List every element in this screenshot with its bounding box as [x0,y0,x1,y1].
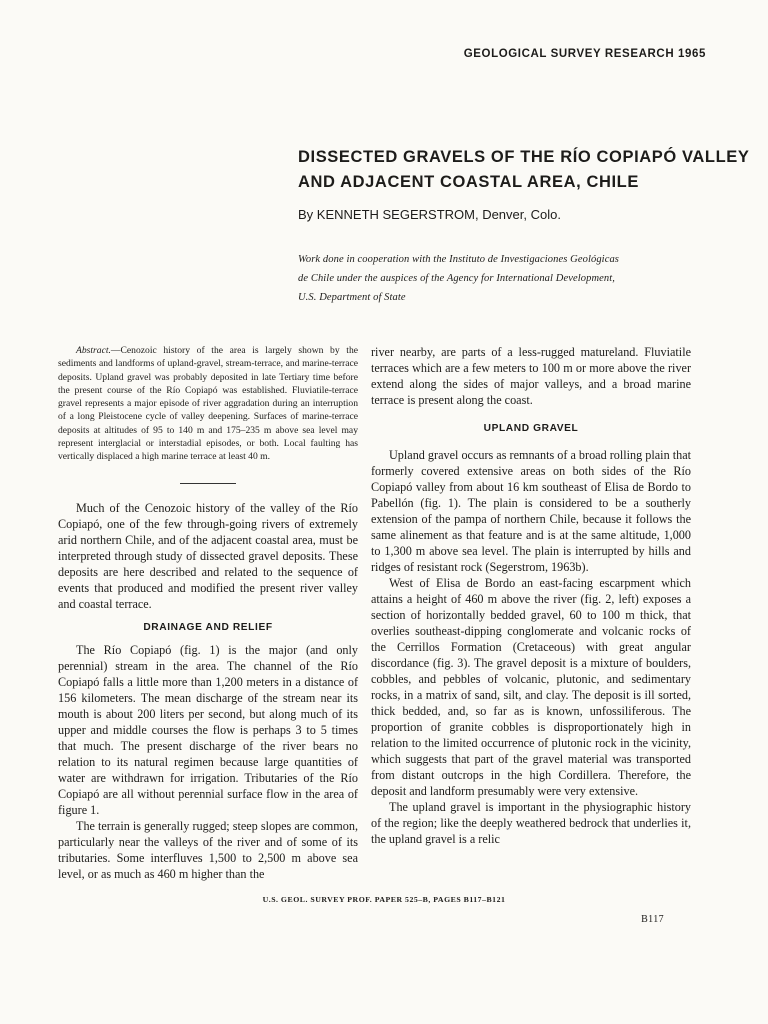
right-column [371,344,691,847]
heading-upland-gravel: UPLAND GRAVEL [483,423,579,434]
title-line-2: AND ADJACENT COASTAL AREA, CHILE [298,173,639,191]
page-number: B117 [641,914,664,925]
title-line-1: DISSECTED GRAVELS OF THE RÍO COPIAPÓ VALLEY [298,148,750,166]
drainage-paragraph-1: The Río Copiapó (fig. 1) is the major (and only perennial) stream in the area. The channel of the Río Copiapó falls a little more than 1,200 meters in a distance of 156 kilometers. The mean discharge of the stream near its mouth is about 200 liters per second, but along much of its upper and middle courses the flow is perhaps 3 to 5 times that much. The present discharge of the river bears no relation to its natural regimen because large quantities of water are withdrawn for irrigation. Tributaries of the Río Copiapó are all without perennial surface flow in the area of figure 1. [58,642,358,817]
intro-paragraph: Much of the Cenozoic history of the valley of the Río Copiapó, one of the few through-going rivers of extremely arid northern Chile, and of the adjacent coastal area, must be interpreted through study of dissected gravel deposits. These deposits are here described and related to the sequence of events that produced and modified the present river valley and coastal terrace. [58,500,358,611]
footer-citation: U.S. GEOL. SURVEY PROF. PAPER 525–B, PAGES B117–B121 [262,895,506,904]
upland-paragraph-3: The upland gravel is important in the physiographic history of the region; like the deeply weathered bedrock that underlies it, the upland gravel is a relic [371,800,691,846]
abstract-label: Abstract. [76,345,111,356]
abstract [58,344,358,464]
drainage-paragraph-continued: river nearby, are parts of a less-rugged matureland. Fluviatile terraces which are a few meters to 100 m or more above the river extend along the sides of major valleys, and a broad marine terrace is present along the coast. [371,345,691,407]
drainage-paragraph-2: The terrain is generally rugged; steep slopes are common, particularly near the valleys of the river and of some of its tributaries. Some interfluves 1,500 to 2,500 m above sea level, or as much as 460 m higher than the [58,818,358,881]
credit-line-2: de Chile under the auspices of the Agency for International Development, [298,273,615,284]
credit-line-3: U.S. Department of State [298,292,406,303]
abstract-text: —Cenozoic history of the area is largely shown by the sediments and landforms of upland-gravel, stream-terrace, and marine-terrace deposits. Upland gravel was probably deposited in late Tertiary time before the present course of the Río Copiapó was established. Fluviatile-terrace gravel represents a major episode of river aggradation during an interruption of a long Pleistocene cycle of valley deepening. Surfaces of marine-terrace deposits at altitudes of 95 to 140 m and 175–235 m above sea level may represent interglacial or interstadial episodes, or both. Local faulting has vertically displaced a high marine terrace at least 40 m. [58,345,358,463]
credit-note [298,250,718,307]
left-column [58,344,358,882]
heading-drainage-relief: DRAINAGE AND RELIEF [143,621,273,633]
byline: By KENNETH SEGERSTROM, Denver, Colo. [298,207,561,222]
running-head: GEOLOGICAL SURVEY RESEARCH 1965 [463,48,706,60]
upland-paragraph-1: Upland gravel occurs as remnants of a broad rolling plain that formerly covered extensive areas on both sides of the Río Copiapó valley from about 16 km southeast of Elisa de Bordo to Pabellón (fig. 1). The plain is considered to be a southerly extension of the pampa of northern Chile, because it follows the same alinement as that feature and is at the same altitude, 1,000 to 1,300 m above sea level. The plain is interrupted by hills and ridges of resistant rock (Segerstrom, 1963b). [371,448,691,574]
credit-line-1: Work done in cooperation with the Instituto de Investigaciones Geológicas [298,254,619,265]
section-divider [180,483,236,484]
upland-paragraph-2: West of Elisa de Bordo an east-facing escarpment which attains a height of 460 m above the river (fig. 2, left) exposes a section of horizontally bedded gravel, 60 to 100 m thick, that overlies southeast-dipping conglomerate and volcanic rocks of the Cerrillos Formation (Cretaceous) with great angular discordance (fig. 3). The gravel deposit is a mixture of boulders, cobbles, and pebbles of volcanic, plutonic, and sedimentary rocks, in a matrix of sand, silt, and clay. The deposit is ill sorted, thick bedded, and, so far as is known, unfossiliferous. The proportion of granite cobbles is disproportionately high in relation to the limited occurrence of plutonic rock in the vicinity, which suggests that part of the gravel material was transported from distant outcrops in the high Cordillera. Therefore, the deposit and landform presumably were very extensive. [371,576,691,798]
article-title [298,145,750,195]
